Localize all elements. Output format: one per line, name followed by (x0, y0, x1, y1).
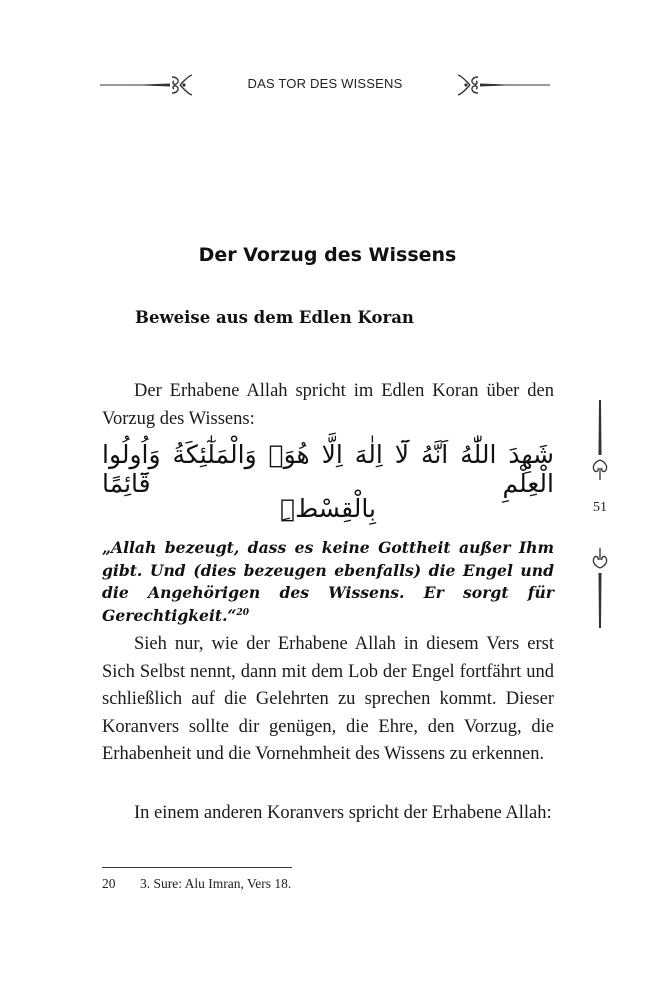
arabic-verse-line: بِالْقِسْطِۜ (280, 494, 376, 523)
footnote-number: 20 (102, 876, 116, 891)
footnote-text: 3. Sure: Alu Imran, Vers 18. (140, 876, 292, 891)
footnote-reference[interactable]: 20 (236, 607, 250, 618)
running-header-title: DAS TOR DES WISSENS (247, 76, 403, 91)
footnote-divider (102, 867, 292, 868)
running-header (100, 68, 550, 102)
flourish-ornament-icon (450, 68, 550, 102)
page-number: 51 (593, 500, 607, 515)
body-paragraph: Der Erhabene Allah spricht im Edlen Koran über den Vorzug des Wissens: (102, 381, 554, 429)
verse-translation-text: „Allah bezeugt, dass es keine Gottheit außer Ihm gibt. Und (dies bezeugen ebenfalls) die Engel und die Angehörigen des Wissens. Er sorgt für Gerechtigkeit.“ (102, 538, 554, 625)
verse-translation (102, 537, 554, 627)
section-title: Beweise aus dem Edlen Koran (135, 308, 414, 327)
chapter-title: Der Vorzug des Wissens (198, 244, 457, 266)
arabic-verse-line: شَهِدَ اللّٰهُ اَنَّهُ لَٓا اِلٰهَ اِلَّا هُوَۙ وَالْمَلٰٓئِكَةُ وَاُولُوا الْعِلْمِ قَٓائِمًا (102, 440, 554, 498)
body-paragraph: Sieh nur, wie der Erhabene Allah in diesem Vers erst Sich Selbst nennt, dann mit dem Lob der Engel fortfährt und schließlich auf die Gelehrten zu sprechen kommt. Dieser Koranvers sollte dir genügen, die Ehre, den Vorzug, die Erhabenheit und die Vornehmheit des Wissens zu erkennen. (102, 634, 554, 764)
footnote (102, 876, 291, 892)
body-paragraph: In einem anderen Koranvers spricht der Erhabene Allah: (134, 803, 552, 823)
